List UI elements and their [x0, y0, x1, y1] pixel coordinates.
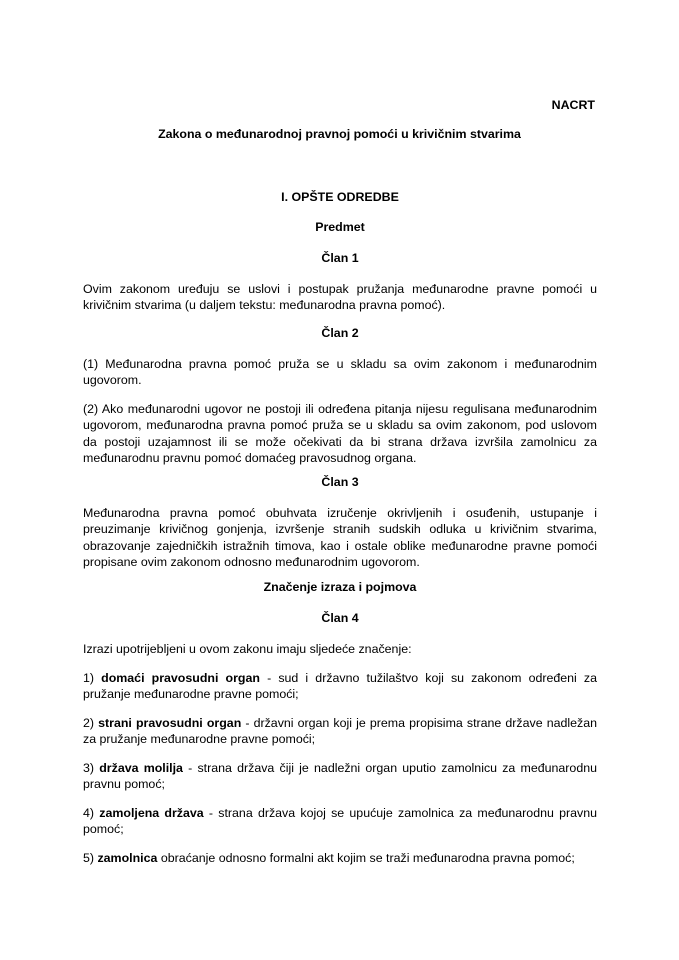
- article-1-heading: Član 1: [321, 251, 359, 265]
- section-heading: I. OPŠTE ODREDBE: [281, 190, 399, 204]
- subsection-heading: Značenje izraza i pojmova: [263, 580, 417, 594]
- definition-item-3: [83, 760, 597, 793]
- article-3-heading: Član 3: [321, 475, 359, 489]
- defined-term: zamolnica: [97, 851, 158, 865]
- definition-text: za pružanje međunarodne pravne pomoći;: [83, 732, 316, 747]
- article-4-heading: Član 4: [321, 611, 359, 625]
- article-2-heading: Član 2: [321, 326, 359, 340]
- defined-term: strani pravosudni organ: [98, 716, 242, 730]
- document-title: Zakona o međunarodnoj pravnoj pomoći u krivičnim stvarima: [158, 127, 521, 141]
- draft-label: NACRT: [551, 98, 595, 112]
- article-1-paragraph: [83, 281, 597, 314]
- definition-item-5: [83, 850, 597, 866]
- definition-text: pravnu pomoć;: [83, 777, 165, 792]
- item-number: 3): [83, 761, 100, 775]
- text-line: ugovorom, međunarodna pravna pomoć pruža se u skladu sa ovim zakonom, pod uslovom: [83, 418, 597, 433]
- article-3-paragraph: [83, 505, 597, 571]
- text-line: Međunarodna pravna pomoć obuhvata izručenje okrivljenih i osuđenih, ustupanje i: [83, 506, 597, 520]
- text-line: (2) Ako međunarodni ugovor ne postoji ili određena pitanja nijesu regulisana međunarodnim: [83, 402, 597, 416]
- text-line: da postoji uzajamnost ili se može očekivati da bi strana država izvršila zamolnicu za: [83, 434, 597, 449]
- text-line: ugovorom.: [83, 373, 142, 388]
- text-line: Ovim zakonom uređuju se uslovi i postupak pružanja međunarodne pravne pomoći u: [83, 282, 597, 296]
- definition-text: - strana država čiji je nadležni organ uputio zamolnicu za međunarodnu: [182, 761, 597, 775]
- article-2-paragraph-1: [83, 356, 597, 389]
- defined-term: domaći pravosudni organ: [101, 671, 260, 685]
- text-line: međunarodnu pravnu pomoć domaćeg pravosudnog organa.: [83, 451, 417, 466]
- article-4-intro: [83, 641, 597, 657]
- text-line: (1) Međunarodna pravna pomoć pruža se u skladu sa ovim zakonom i međunarodnim: [83, 357, 597, 371]
- definition-text: pružanje međunarodne pravne pomoći;: [83, 687, 299, 702]
- article-2-paragraph-2: [83, 401, 597, 467]
- definition-text: - strana država kojoj se upućuje zamolnica za međunarodnu pravnu: [203, 806, 597, 820]
- text-line: Izrazi upotrijebljeni u ovom zakonu imaju sljedeće značenje:: [83, 642, 412, 656]
- item-number: 2): [83, 716, 99, 730]
- text-line: krivičnim stvarima (u daljem tekstu: međunarodna pravna pomoć).: [83, 298, 446, 313]
- item-number: 4): [83, 806, 100, 820]
- item-number: 5): [83, 851, 98, 865]
- text-line: propisane ovim zakonom odnosno međunarodnim ugovorom.: [83, 555, 420, 570]
- definition-item-2: [83, 715, 597, 748]
- item-number: 1): [83, 671, 102, 685]
- definition-text: - sud i državno tužilaštvo koji su zakonom određeni za: [259, 671, 598, 685]
- definition-text: pomoć;: [83, 822, 124, 837]
- section-subheading: Predmet: [315, 220, 365, 234]
- text-line: obrazovanje zajedničkih istražnih timova, kao i ostale oblike međunarodne pravne pomoći: [83, 538, 597, 553]
- definition-item-4: [83, 805, 597, 838]
- defined-term: zamoljena država: [99, 806, 204, 820]
- text-line: preuzimanje krivičnog gonjenja, izvršenje stranih sudskih odluka u krivičnim stvarima,: [83, 522, 597, 537]
- definition-text: - državni organ koji je prema propisima strane države nadležan: [241, 716, 597, 730]
- defined-term: država molilja: [99, 761, 183, 775]
- definition-text: obraćanje odnosno formalni akt kojim se traži međunarodna pravna pomoć;: [157, 851, 575, 865]
- definition-item-1: [83, 670, 597, 703]
